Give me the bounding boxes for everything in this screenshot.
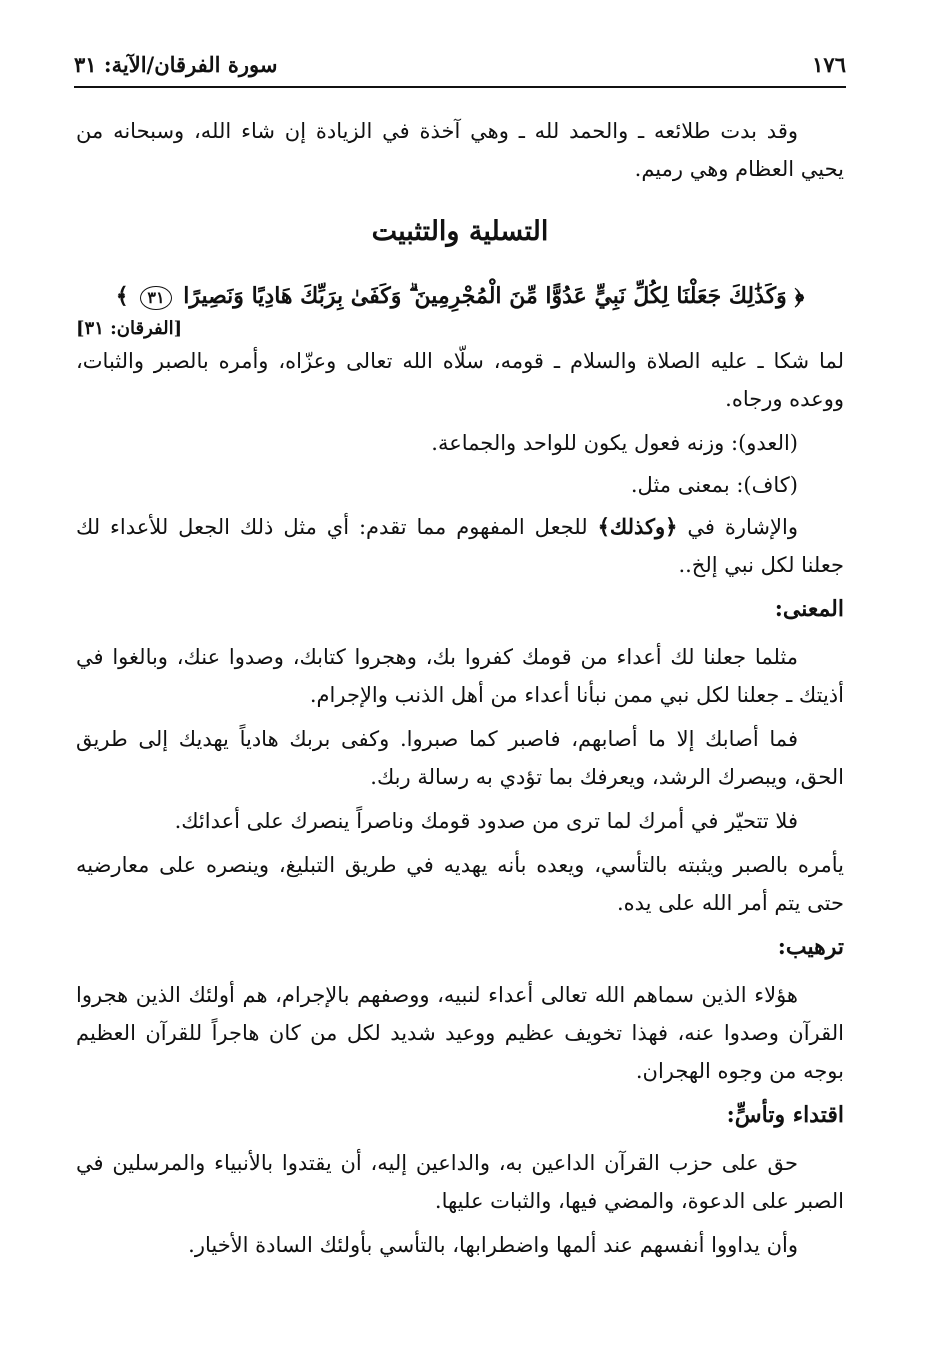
ayah-number-marker: ٣١ — [140, 286, 171, 310]
meaning-paragraph: يأمره بالصبر ويثبته بالتأسي، ويعده بأنه يهديه في طريق التبليغ، وينصره على معارضيه حتى يتم أمر الله على يده. — [76, 853, 844, 915]
reference-note-after: للجعل المفهوم مما تقدم: أي مثل ذلك الجعل للأعداء لك جعلنا لكل نبي إلخ.. — [76, 515, 844, 577]
intro-paragraph: وقد بدت طلائعه ـ والحمد لله ـ وهي آخذة في الزيادة إن شاء الله، وسبحانه من يحيي العظام وهي رميم. — [76, 119, 844, 181]
reference-note-before: والإشارة في — [687, 515, 798, 539]
definition-text: وزنه فعول يكون للواحد والجماعة. — [431, 431, 725, 455]
meaning-heading: المعنى: — [774, 596, 844, 622]
meaning-paragraph: فلا تتحيّر في أمرك لما ترى من صدود قومك وناصراً ينصرك على أعدائك. — [174, 809, 798, 833]
quran-verse — [76, 276, 844, 316]
definition-item — [76, 424, 798, 462]
occasion-paragraph: لما شكا ـ عليه الصلاة والسلام ـ قومه، سلّاه الله تعالى وعزّاه، وأمره بالصبر والثبات، ووعده ورجاه. — [76, 349, 844, 411]
emulation-heading: اقتداء وتأسٍّ: — [726, 1102, 844, 1128]
emulation-paragraph: وأن يداووا أنفسهم عند ألمها واضطرابها، بالتأسي بأولئك السادة الأخيار. — [188, 1233, 798, 1257]
meaning-paragraph: فما أصابك إلا ما أصابهم، فاصبر كما صبروا. وكفى بربك هادياً يهديك إلى طريق الحق، ويبصرك الرشد، ويعرفك بما تؤدي به رسالة ربك. — [76, 727, 844, 789]
reference-note-paragraph — [76, 508, 844, 584]
warning-paragraph: هؤلاء الذين سماهم الله تعالى أعداء لنبيه، ووصفهم بالإجرام، هم أولئك الذين هجروا القرآن وصدوا عنه، فهذا تخويف عظيم ووعيد شديد لكل من كان هاجراً للقرآن العظيم بوجه من وجوه الهجران. — [76, 983, 844, 1083]
definition-item — [76, 466, 798, 504]
header-divider — [74, 86, 846, 88]
running-title: سورة الفرقان/الآية: ٣١ — [74, 51, 278, 77]
definition-term: (كاف): — [736, 473, 798, 497]
section-title: التسلية والتثبيت — [371, 216, 549, 247]
page-number: ١٧٦ — [812, 51, 846, 77]
meaning-paragraph: مثلما جعلنا لك أعداء من قومك كفروا بك، وهجروا كتابك، وصدوا عنك، وبالغوا في أذيتك ـ جعلنا لكل نبي ممن نبأنا أعداء من أهل الذنب والإجرام. — [76, 645, 844, 707]
definition-term: (العدو): — [731, 431, 798, 455]
warning-heading: ترهيب: — [777, 934, 844, 960]
page-header — [74, 44, 846, 84]
page-body — [76, 112, 844, 1270]
emulation-paragraph: حق على حزب القرآن الداعين به، والداعين إليه، أن يقتدوا بالأنبياء والمرسلين في الصبر على الدعوة، والمضي فيها، والثبات عليها. — [76, 1151, 844, 1213]
verse-reference: [الفرقان: ٣١] — [76, 318, 183, 339]
definition-text: بمعنى مثل. — [630, 473, 730, 497]
reference-note-keyword: ﴿وكذلك﴾ — [597, 514, 678, 539]
verse-close-bracket: ﴾ — [115, 283, 129, 309]
verse-open-bracket: ﴿ — [794, 283, 805, 309]
verse-text: وَكَذَٰلِكَ جَعَلْنَا لِكُلِّ نَبِيٍّ عَدُوًّا مِّنَ الْمُجْرِمِينَ ۗ وَكَفَىٰ بِرَبِّكَ هَادِيًا وَنَصِيرًا — [183, 283, 787, 309]
